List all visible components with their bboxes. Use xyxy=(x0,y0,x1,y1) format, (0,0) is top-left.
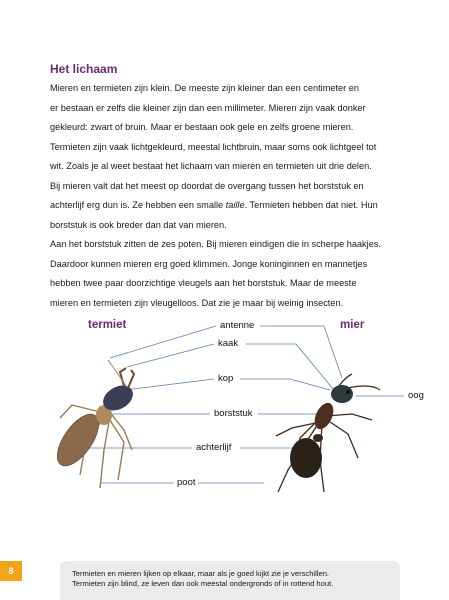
page-number: 8 xyxy=(0,561,22,581)
text-line: gekleurd: zwart of bruin. Maar er bestaan ook gele en zelfs groene mieren. xyxy=(50,122,354,132)
text-line: Mieren en termieten zijn klein. De meeste zijn kleiner dan een centimeter en xyxy=(50,83,359,93)
termite-title: termiet xyxy=(88,319,127,331)
termite-figure xyxy=(49,360,137,488)
text-line: borststuk is ook breder dan dat van mieren. xyxy=(50,219,227,230)
text-line: Termieten zijn vaak lichtgekleurd, meestal lichtbruin, maar soms ook lichtgeel tot xyxy=(50,141,377,152)
text-span: . Termieten hebben dat niet. Hun xyxy=(244,200,378,210)
label-oog: oog xyxy=(408,390,424,401)
label-borststuk: borststuk xyxy=(214,408,253,419)
text-line: Aan het borststuk zitten de zes poten. Bij mieren eindigen die in scherpe haakjes. xyxy=(50,239,381,249)
caption-line: Termieten zijn blind, ze leven dan ook meestal ondergronds of in rottend hout. xyxy=(72,579,334,588)
text-line: wit. Zoals je al weet bestaat het lichaam van mieren en termieten uit drie delen. xyxy=(50,161,372,171)
body-text xyxy=(50,79,410,313)
label-kaak: kaak xyxy=(218,338,239,349)
label-achterlijf: achterlijf xyxy=(196,442,232,453)
text-line: mieren en termieten zijn vleugelloos. Dat zie je maar bij weinig insecten. xyxy=(50,297,344,308)
text-span: achterlijf erg dun is. Ze hebben een smalle xyxy=(50,200,226,210)
text-line: hebben twee paar doorzichtige vleugels aan het borststuk. Maar de meeste xyxy=(50,278,357,288)
caption-box xyxy=(60,561,400,600)
text-line: Daardoor kunnen mieren erg goed klimmen. Jonge koninginnen en mannetjes xyxy=(50,258,368,269)
emphasis-taille: taille xyxy=(225,200,245,210)
label-kop: kop xyxy=(218,373,234,384)
anatomy-diagram xyxy=(0,310,449,540)
text-line: er bestaan er zelfs die kleiner zijn dan een millimeter. Mieren zijn vaak donker xyxy=(50,102,366,113)
label-antenne: antenne xyxy=(220,320,255,331)
text-line xyxy=(50,196,410,216)
section-heading: Het lichaam xyxy=(50,62,118,76)
ant-title: mier xyxy=(340,319,365,331)
label-poot: poot xyxy=(177,477,196,488)
caption-line: Termieten en mieren lijken op elkaar, maar als je goed kijkt zie je verschillen. xyxy=(72,569,330,578)
text-line: Bij mieren valt dat het meest op doordat de overgang tussen het borststuk en xyxy=(50,180,364,191)
ant-figure xyxy=(276,374,380,492)
